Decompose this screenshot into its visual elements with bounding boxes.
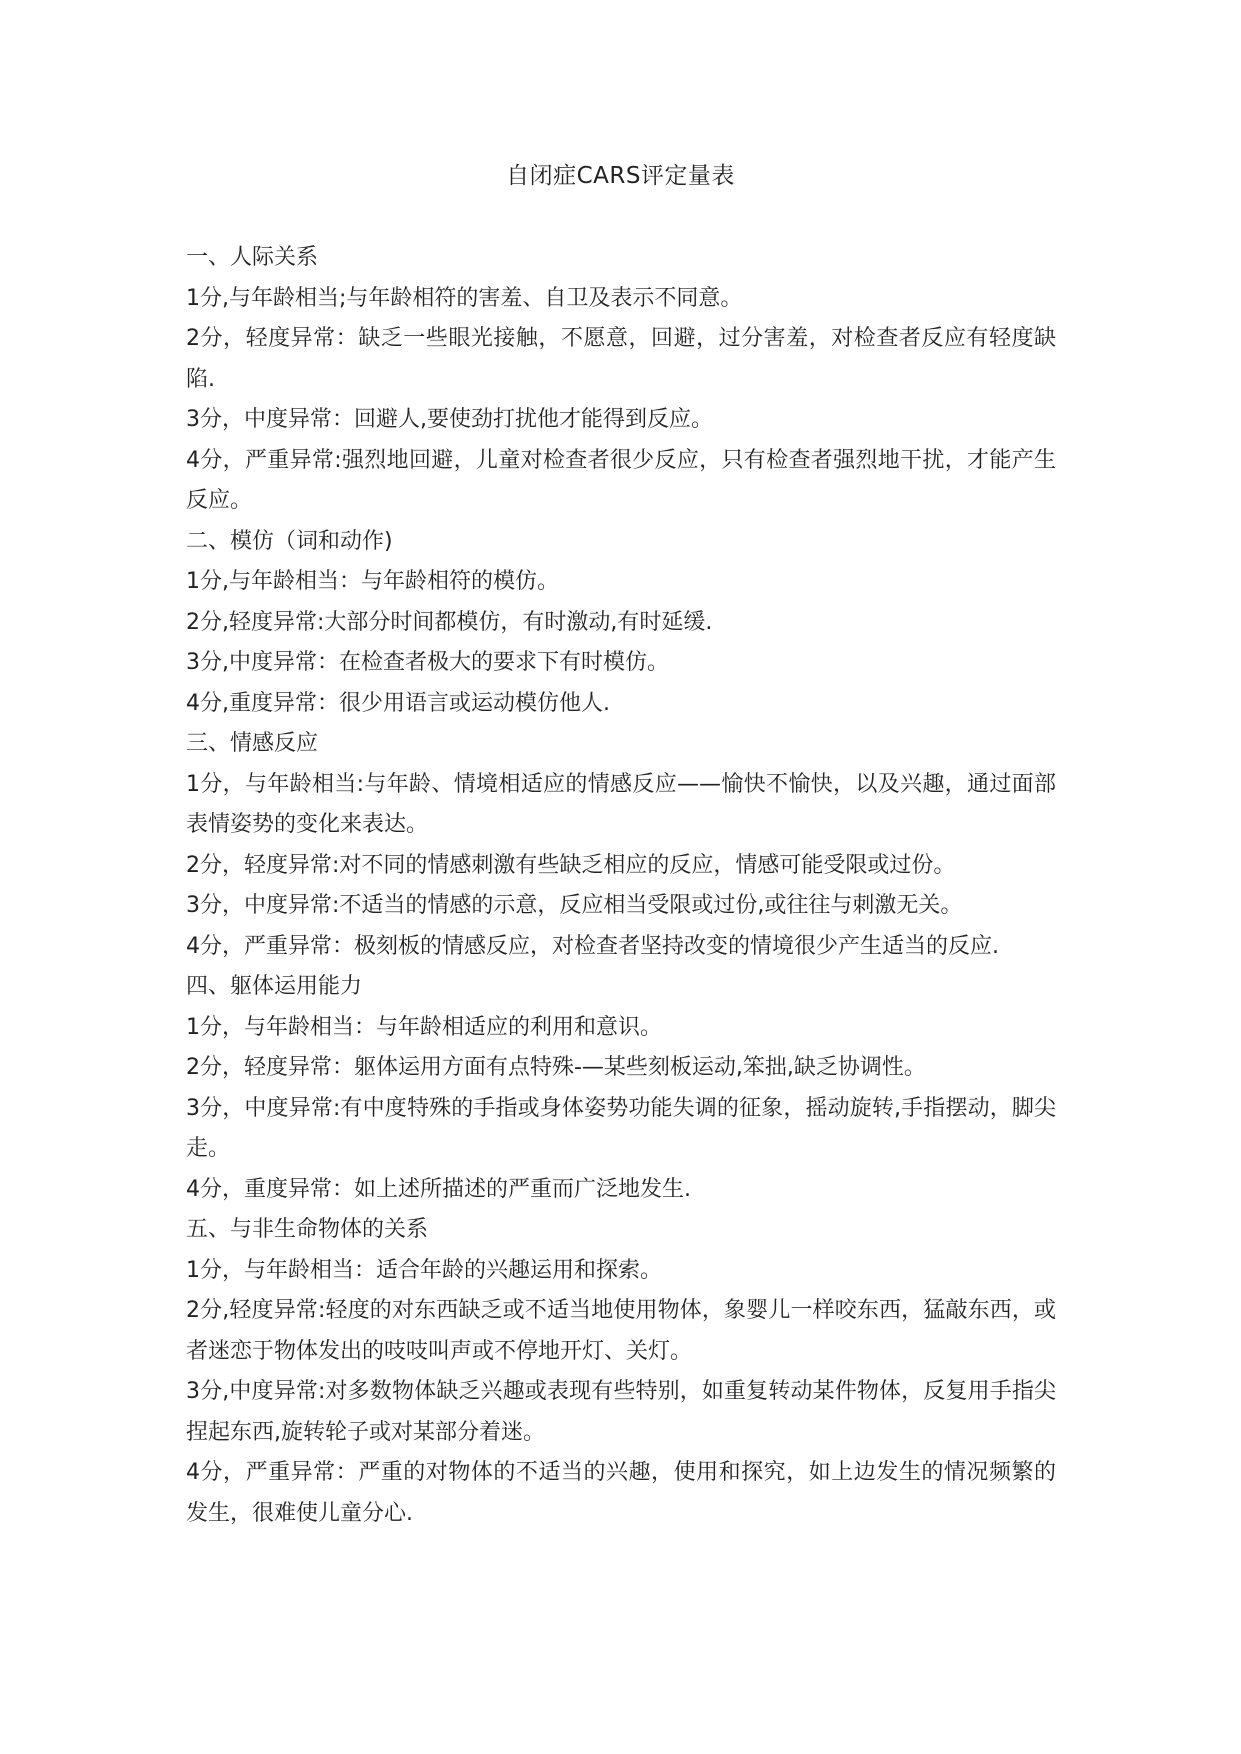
section-imitation [186,522,1056,725]
rating-item: 2分，轻度异常:对不同的情感刺激有些缺乏相应的反应，情感可能受限或过份。 [186,852,956,878]
section-object-relation [186,1210,1056,1534]
rating-item: 1分，与年龄相当：与年龄相适应的利用和意识。 [186,1014,662,1040]
rating-item: 4分，严重异常：严重的对物体的不适当的兴趣，使用和探究，如上边发生的情况频繁的发生，很难使儿童分心. [186,1460,1056,1526]
page-title: 自闭症CARS评定量表 [506,163,735,189]
rating-item: 1分，与年龄相当:与年龄、情境相适应的情感反应——愉快不愉快，以及兴趣，通过面部表情姿势的变化来表达。 [186,771,1056,837]
section-interpersonal [186,238,1056,522]
rating-item: 2分，轻度异常：缺乏一些眼光接触，不愿意，回避，过分害羞，对检查者反应有轻度缺陷. [186,326,1056,392]
rating-item: 2分，轻度异常：躯体运用方面有点特殊-—某些刻板运动,笨拙,缺乏协调性。 [186,1055,926,1080]
rating-item: 3分，中度异常:不适当的情感的示意，反应相当受限或过份,或往往与刺激无关。 [186,893,963,918]
section-heading: 五、与非生命物体的关系 [186,1217,429,1242]
rating-item: 4分，严重异常：极刻板的情感反应，对检查者坚持改变的情境很少产生适当的反应. [186,933,999,959]
section-heading: 二、模仿（词和动作) [186,528,393,554]
section-heading: 三、情感反应 [186,731,319,756]
rating-item: 4分,重度异常：很少用语言或运动模仿他人. [186,690,610,716]
rating-item: 1分,与年龄相当;与年龄相符的害羞、自卫及表示不同意。 [186,285,743,311]
section-emotional-response [186,724,1056,967]
rating-item: 3分,中度异常:对多数物体缺乏兴趣或表现有些特别，如重复转动某件物体，反复用手指尖捏起东西,旋转轮子或对某部分着迷。 [186,1379,1056,1445]
section-body-use [186,967,1056,1210]
rating-item: 3分，中度异常：回避人,要使劲打扰他才能得到反应。 [186,407,713,432]
document-body [186,238,1056,1534]
rating-item: 1分,与年龄相当：与年龄相符的模仿。 [186,569,559,594]
rating-item: 3分，中度异常:有中度特殊的手指或身体姿势功能失调的征象，摇动旋转,手指摆动，脚尖走。 [186,1095,1056,1161]
rating-item: 2分,轻度异常:轻度的对东西缺乏或不适当地使用物体，象婴儿一样咬东西，猛敲东西，或者迷恋于物体发出的吱吱叫声或不停地开灯、关灯。 [186,1298,1056,1364]
rating-item: 1分，与年龄相当：适合年龄的兴趣运用和探索。 [186,1257,662,1283]
section-heading: 四、躯体运用能力 [186,974,363,999]
section-heading: 一、人际关系 [186,245,319,270]
rating-item: 3分,中度异常：在检查者极大的要求下有时模仿。 [186,650,669,675]
rating-item: 2分,轻度异常:大部分时间都模仿，有时激动,有时延缓. [186,609,713,635]
rating-item: 4分，严重异常:强烈地回避，儿童对检查者很少反应，只有检查者强烈地干扰，才能产生反应。 [186,447,1056,513]
rating-item: 4分，重度异常：如上述所描述的严重而广泛地发生. [186,1176,691,1202]
